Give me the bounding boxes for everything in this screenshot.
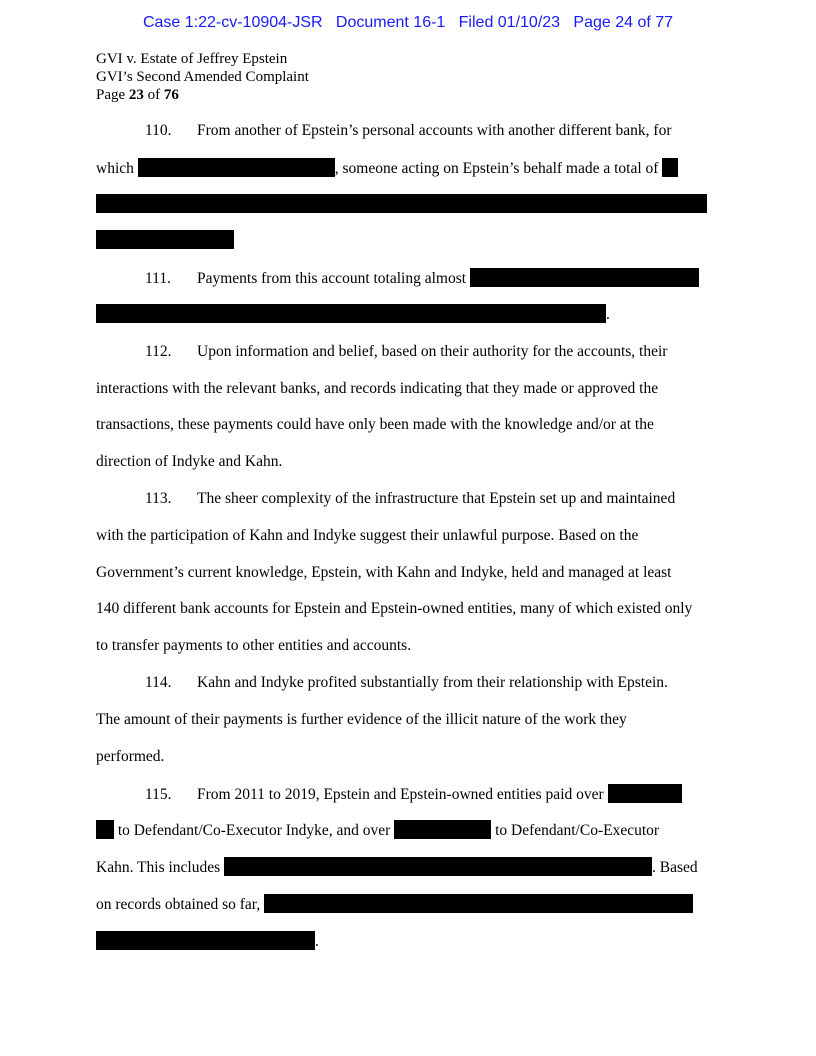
caption-case-name: GVI v. Estate of Jeffrey Epstein [96,51,288,67]
redaction-block [470,268,699,287]
paragraph-number: 113. [145,490,172,507]
paragraph-115-line-2: to Defendant/Co-Executor Indyke, and over to Defendant/Co-Executor [96,820,659,841]
paragraph-111-line-2: . [96,304,610,325]
caption-document-title: GVI’s Second Amended Complaint [96,69,309,85]
paragraph-113-line-3: Government’s current knowledge, Epstein, with Kahn and Indyke, held and managed at least [96,564,672,581]
paragraph-110-line-1: 110. From another of Epstein’s personal accounts with another different bank, for [145,122,672,139]
paragraph-number: 115. [145,786,172,803]
redaction-block [662,158,678,177]
redaction-block [96,194,707,213]
paragraph-114-line-2: The amount of their payments is further evidence of the illicit nature of the work they [96,711,627,728]
paragraph-113-line-1: 113. The sheer complexity of the infrastructure that Epstein set up and maintained [145,490,676,507]
paragraph-112-line-3: transactions, these payments could have only been made with the knowledge and/or at the [96,416,654,433]
paragraph-115-line-5: . [96,931,319,952]
paragraph-112-line-2: interactions with the relevant banks, and records indicating that they made or approved the [96,380,659,397]
document-caption [96,50,309,104]
paragraph-112-line-4: direction of Indyke and Kahn. [96,453,283,470]
paragraph-115-line-3: Kahn. This includes . Based [96,859,698,876]
redaction-block [224,857,652,876]
paragraph-115-line-1: 115. From 2011 to 2019, Epstein and Epstein-owned entities paid over [145,784,682,805]
paragraph-number: 111. [145,270,171,287]
paragraph-number: 112. [145,343,172,360]
paragraph-111-line-1: 111. Payments from this account totaling almost [145,268,699,289]
redaction-block [608,784,682,803]
paragraph-113-line-2: with the participation of Kahn and Indyke suggest their unlawful purpose. Based on the [96,527,639,544]
paragraph-number: 110. [145,122,172,139]
paragraph-113-line-4: 140 different bank accounts for Epstein and Epstein-owned entities, many of which existed only [96,600,693,617]
redaction-block [394,820,491,839]
redaction-block [138,158,335,177]
paragraph-115-line-4: on records obtained so far, [96,894,693,915]
paragraph-110-line-2: which , someone acting on Epstein’s behalf made a total of [96,158,678,179]
paragraph-114-line-3: performed. [96,748,165,765]
redaction-block [264,894,693,913]
redaction-block [96,931,315,950]
filing-header: Case 1:22-cv-10904-JSR Document 16-1 Filed 01/10/23 Page 24 of 77 [142,14,674,31]
paragraph-113-line-5: to transfer payments to other entities and accounts. [96,637,412,654]
redaction-block [96,230,234,249]
redaction-block [96,304,606,323]
paragraph-114-line-1: 114. Kahn and Indyke profited substantially from their relationship with Epstein. [145,674,668,691]
paragraph-number: 114. [145,674,172,691]
paragraph-112-line-1: 112. Upon information and belief, based on their authority for the accounts, their [145,343,668,360]
redaction-block [96,820,114,839]
caption-page-number: Page 23 of 76 [96,87,179,103]
